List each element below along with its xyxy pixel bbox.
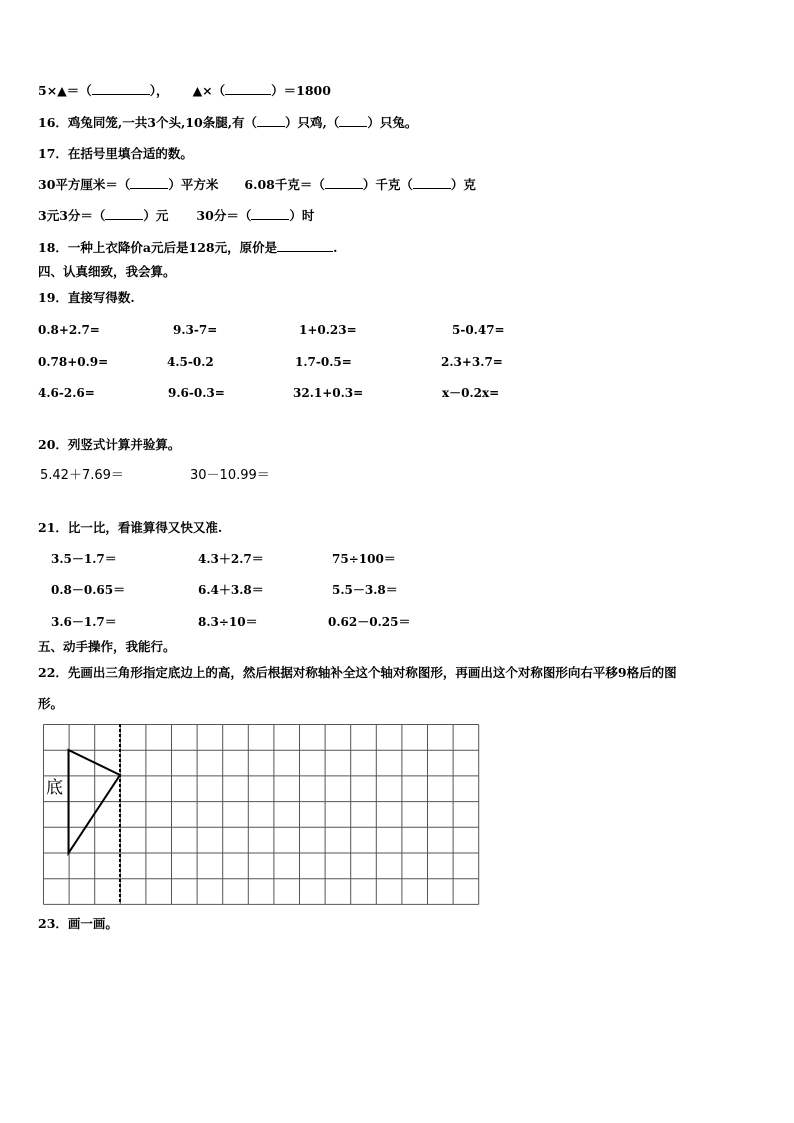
q19-item: 5-0.47= bbox=[452, 323, 505, 337]
q19-item: 0.78+0.9= bbox=[38, 355, 109, 369]
answer-blank[interactable] bbox=[105, 209, 143, 220]
q20-item: 30－10.99＝ bbox=[190, 468, 270, 483]
q21-item: 3.6－1.7＝ bbox=[51, 615, 117, 629]
q19-item: 1.7-0.5= bbox=[295, 355, 352, 369]
answer-blank[interactable] bbox=[225, 84, 271, 95]
q19-item: x－0.2x= bbox=[442, 386, 500, 400]
grid-lines bbox=[44, 725, 479, 905]
q21-item: 6.4＋3.8＝ bbox=[198, 583, 264, 597]
q21-item: 8.3÷10＝ bbox=[198, 615, 258, 629]
answer-blank[interactable] bbox=[325, 178, 363, 189]
q21-item: 3.5－1.7＝ bbox=[51, 552, 117, 566]
q19-item: 32.1+0.3= bbox=[293, 386, 364, 400]
answer-blank[interactable] bbox=[251, 209, 289, 220]
q19-item: 4.6-2.6= bbox=[38, 386, 95, 400]
q19-item: 9.6-0.3= bbox=[168, 386, 225, 400]
q19-item: 9.3-7= bbox=[173, 323, 218, 337]
question-23-title: 23．画一画。 bbox=[38, 916, 118, 931]
answer-blank[interactable] bbox=[257, 116, 285, 127]
question-22-line1: 22．先画出三角形指定底边上的高，然后根据对称轴补全这个轴对称图形，再画出这个对称图形向右平移9格后的图 bbox=[38, 665, 677, 680]
q19-item: 1+0.23= bbox=[299, 323, 357, 337]
answer-blank[interactable] bbox=[339, 116, 367, 127]
section-4-heading: 四、认真细致，我会算。 bbox=[38, 264, 176, 279]
question-17-row2: 3元3分＝（ ）元 30分＝（ ）时 bbox=[38, 208, 315, 223]
q19-item: 2.3+3.7= bbox=[441, 355, 503, 369]
question-21-title: 21．比一比，看谁算得又快又准. bbox=[38, 520, 223, 535]
answer-blank[interactable] bbox=[413, 178, 451, 189]
question-19-title: 19．直接写得数. bbox=[38, 290, 135, 305]
question-17-row1: 30平方厘米＝（ ）平方米 6.08千克＝（ ）千克（ ）克 bbox=[38, 177, 476, 192]
q19-item: 4.5-0.2 bbox=[167, 355, 214, 369]
base-label: 底 bbox=[46, 778, 63, 798]
drawing-grid[interactable] bbox=[43, 724, 480, 905]
answer-blank[interactable] bbox=[92, 84, 150, 95]
q21-item: 0.8－0.65＝ bbox=[51, 583, 126, 597]
answer-blank[interactable] bbox=[130, 178, 168, 189]
section-5-heading: 五、动手操作，我能行。 bbox=[38, 639, 176, 654]
q21-item: 75÷100＝ bbox=[332, 552, 396, 566]
question-22-line2: 形。 bbox=[38, 696, 64, 711]
q19-item: 0.8+2.7= bbox=[38, 323, 100, 337]
question-16: 16．鸡兔同笼,一共3个头,10条腿,有（ ）只鸡,（ ）只兔。 bbox=[38, 115, 418, 130]
question-17-title: 17．在括号里填合适的数。 bbox=[38, 146, 193, 161]
q15-line: 5×▲＝（ ）， ▲×（ ）＝1800 bbox=[38, 83, 331, 98]
q21-item: 5.5－3.8＝ bbox=[332, 583, 398, 597]
q21-item: 0.62－0.25＝ bbox=[328, 615, 411, 629]
question-20-title: 20．列竖式计算并验算。 bbox=[38, 437, 181, 452]
question-18: 18．一种上衣降价a元后是128元，原价是 . bbox=[38, 240, 338, 255]
q21-item: 4.3＋2.7＝ bbox=[198, 552, 264, 566]
q20-item: 5.42＋7.69＝ bbox=[40, 468, 124, 483]
answer-blank[interactable] bbox=[277, 241, 333, 252]
